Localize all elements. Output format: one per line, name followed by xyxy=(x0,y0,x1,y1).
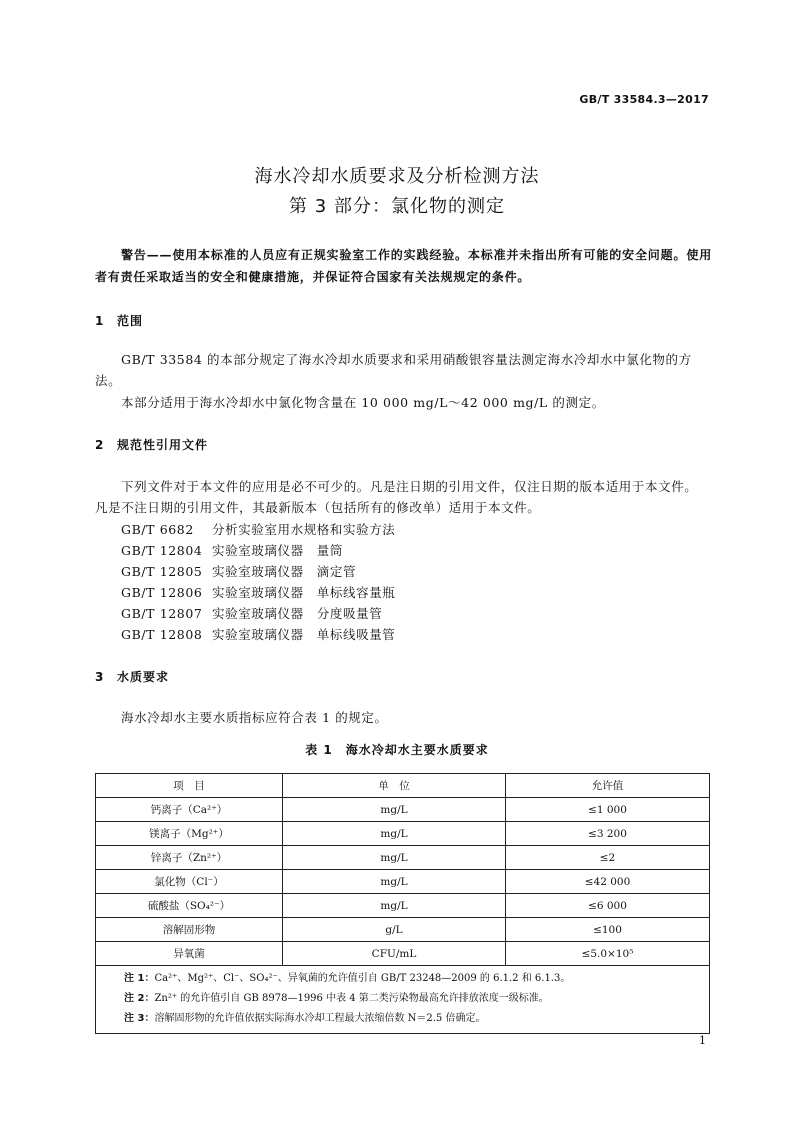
standard-number: GB/T 33584.3—2017 xyxy=(579,93,709,106)
table-cell: ≤2 xyxy=(506,846,710,870)
reference-item xyxy=(121,583,395,601)
section-3-heading xyxy=(95,668,169,685)
table-row xyxy=(96,822,710,846)
header-cell: 单 位 xyxy=(283,774,506,798)
table-cell: mg/L xyxy=(283,846,506,870)
water-quality-table xyxy=(95,773,710,1034)
table-cell: ≤42 000 xyxy=(506,870,710,894)
table-cell: CFU/mL xyxy=(283,942,506,966)
table-cell: 镁离子（Mg²⁺） xyxy=(96,822,283,846)
section-2-heading xyxy=(95,436,208,453)
section-title: 规范性引用文件 xyxy=(117,438,209,452)
page-number: 1 xyxy=(699,1034,706,1047)
table-row xyxy=(96,918,710,942)
section-number: 3 xyxy=(95,670,105,684)
section-1-heading xyxy=(95,312,143,329)
section-title: 水质要求 xyxy=(117,670,170,684)
reference-title: 实验室玻璃仪器 滴定管 xyxy=(212,564,357,579)
table-header-row xyxy=(96,774,710,798)
table-cell: 钙离子（Ca²⁺） xyxy=(96,798,283,822)
note-label: 注 1： xyxy=(124,973,155,984)
header-cell: 允许值 xyxy=(506,774,710,798)
section-3-paragraph: 海水冷却水主要水质指标应符合表 1 的规定。 xyxy=(121,710,388,725)
note-label: 注 3： xyxy=(124,1013,155,1024)
reference-code: GB/T 12805 xyxy=(121,564,203,579)
table-cell: ≤3 200 xyxy=(506,822,710,846)
reference-title: 分析实验室用水规格和实验方法 xyxy=(212,522,396,537)
section-title: 范围 xyxy=(117,314,144,328)
table-cell: 溶解固形物 xyxy=(96,918,283,942)
note-text: Zn²⁺ 的允许值引自 GB 8978—1996 中表 4 第二类污染物最高允许排放浓度一级标准。 xyxy=(154,993,549,1004)
table-cell: 硫酸盐（SO₄²⁻） xyxy=(96,894,283,918)
table-notes xyxy=(96,966,710,1034)
table-cell: 氯化物（Cl⁻） xyxy=(96,870,283,894)
table-row xyxy=(96,870,710,894)
section-1-paragraph-1: GB/T 33584 的本部分规定了海水冷却水质要求和采用硝酸银容量法测定海水冷却水中氯化物的方法。 xyxy=(95,352,692,388)
warning-paragraph: 警告——使用本标准的人员应有正规实验室工作的实践经验。本标准并未指出所有可能的安全问题。使用者有责任采取适当的安全和健康措施，并保证符合国家有关法规规定的条件。 xyxy=(95,248,712,284)
document-subtitle: 第 3 部分：氯化物的测定 xyxy=(289,196,505,217)
reference-item xyxy=(121,604,382,622)
reference-item xyxy=(121,625,395,643)
table-cell: ≤5.0×10⁵ xyxy=(506,942,710,966)
table-cell: mg/L xyxy=(283,798,506,822)
table-cell: mg/L xyxy=(283,822,506,846)
table-cell: mg/L xyxy=(283,894,506,918)
note-label: 注 2： xyxy=(124,993,155,1004)
table-note xyxy=(124,1009,701,1029)
reference-item xyxy=(121,562,356,580)
table-row xyxy=(96,894,710,918)
table-row xyxy=(96,798,710,822)
reference-title: 实验室玻璃仪器 分度吸量管 xyxy=(212,606,383,621)
section-1-paragraph-2: 本部分适用于海水冷却水中氯化物含量在 10 000 mg/L～42 000 mg/L 的测定。 xyxy=(121,395,605,410)
note-text: 溶解固形物的允许值依据实际海水冷却工程最大浓缩倍数 N＝2.5 倍确定。 xyxy=(154,1013,486,1024)
table-notes-row xyxy=(96,966,710,1034)
table-cell: g/L xyxy=(283,918,506,942)
reference-code: GB/T 12808 xyxy=(121,627,203,642)
header-cell: 项 目 xyxy=(96,774,283,798)
table-note xyxy=(124,969,701,989)
table-cell: ≤6 000 xyxy=(506,894,710,918)
table-caption: 表 1 海水冷却水主要水质要求 xyxy=(305,743,489,757)
section-2-paragraph: 下列文件对于本文件的应用是必不可少的。凡是注日期的引用文件，仅注日期的版本适用于本文件。凡是不注日期的引用文件，其最新版本（包括所有的修改单）适用于本文件。 xyxy=(95,479,698,515)
table-row xyxy=(96,942,710,966)
reference-title: 实验室玻璃仪器 量筒 xyxy=(212,543,344,558)
reference-item xyxy=(121,520,395,538)
reference-code: GB/T 12804 xyxy=(121,543,203,558)
table-cell: 异氧菌 xyxy=(96,942,283,966)
table-row xyxy=(96,846,710,870)
note-text: Ca²⁺、Mg²⁺、Cl⁻、SO₄²⁻、异氧菌的允许值引自 GB/T 23248—2009 的 6.1.2 和 6.1.3。 xyxy=(154,973,571,984)
section-number: 2 xyxy=(95,438,105,452)
section-number: 1 xyxy=(95,314,105,328)
document-title: 海水冷却水质要求及分析检测方法 xyxy=(254,166,540,187)
table-note xyxy=(124,989,701,1009)
table-cell: ≤100 xyxy=(506,918,710,942)
table-cell: ≤1 000 xyxy=(506,798,710,822)
reference-code: GB/T 12807 xyxy=(121,606,203,621)
reference-item xyxy=(121,541,343,559)
reference-code: GB/T 6682 xyxy=(121,522,194,537)
table-cell: mg/L xyxy=(283,870,506,894)
reference-title: 实验室玻璃仪器 单标线容量瓶 xyxy=(212,585,396,600)
reference-code: GB/T 12806 xyxy=(121,585,203,600)
reference-title: 实验室玻璃仪器 单标线吸量管 xyxy=(212,627,396,642)
table-cell: 锌离子（Zn²⁺） xyxy=(96,846,283,870)
